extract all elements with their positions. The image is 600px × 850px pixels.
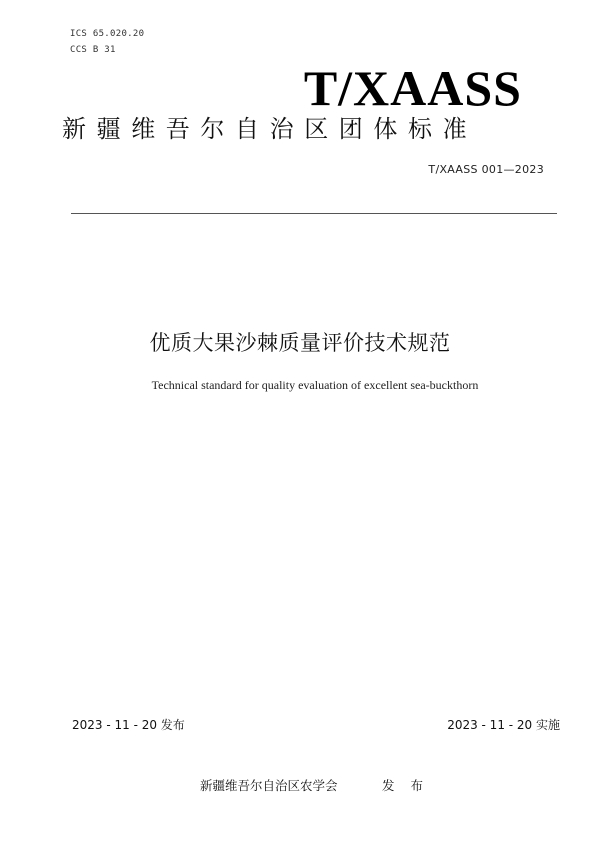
document-title-english: Technical standard for quality evaluation of excellent sea-buckthorn — [151, 378, 479, 392]
ccs-code: CCS B 31 — [70, 45, 116, 55]
effective-date: 2023 - 11 - 20 实施 — [447, 718, 560, 732]
publisher-name: 新疆维吾尔自治区农学会 — [200, 778, 338, 793]
standard-type-heading: 新疆维吾尔自治区团体标准 — [62, 115, 478, 143]
header-divider — [71, 213, 557, 214]
ics-code: ICS 65.020.20 — [70, 29, 145, 39]
brand-code: T/XAASS — [303, 60, 522, 116]
standard-number: T/XAASS 001—2023 — [428, 163, 544, 176]
document-title-chinese: 优质大果沙棘质量评价技术规范 — [149, 331, 451, 355]
publish-label: 发 布 — [382, 778, 429, 793]
issue-date: 2023 - 11 - 20 发布 — [72, 718, 185, 732]
